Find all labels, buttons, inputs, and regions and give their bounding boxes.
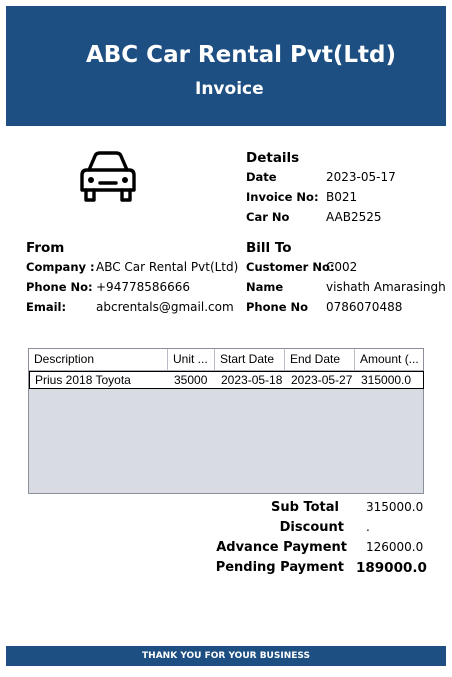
from-phone-label: Phone No:	[26, 280, 93, 294]
column-header-description[interactable]: Description	[29, 349, 168, 370]
from-phone-value: +94778586666	[96, 280, 191, 294]
from-company-value: ABC Car Rental Pvt(Ltd)	[96, 260, 239, 274]
invoice-items-table[interactable]	[28, 348, 424, 494]
cell-amount[interactable]: 315000.0	[361, 373, 412, 387]
from-email-label: Email:	[26, 300, 67, 314]
discount-value: .	[366, 520, 370, 534]
column-header-start-date[interactable]: Start Date	[215, 349, 285, 370]
pending-payment-label: Pending Payment	[215, 560, 344, 575]
invoice-no-value: B021	[326, 190, 358, 204]
pending-payment-value: 189000.0	[356, 560, 427, 576]
column-header-end-date[interactable]: End Date	[285, 349, 355, 370]
car-no-value: AAB2525	[326, 210, 382, 224]
cell-end-date[interactable]: 2023-05-27	[291, 373, 353, 387]
footer-banner: THANK YOU FOR YOUR BUSINESS	[6, 646, 446, 666]
from-email-value: abcrentals@gmail.com	[96, 300, 234, 314]
customer-phone-value: 0786070488	[326, 300, 403, 314]
column-header-unit[interactable]: Unit ...	[168, 349, 215, 370]
details-title: Details	[246, 150, 300, 166]
customer-phone-label: Phone No	[246, 300, 309, 314]
sub-total-value: 315000.0	[366, 500, 424, 514]
column-header-amount[interactable]: Amount (...	[360, 352, 419, 366]
invoice-no-label: Invoice No:	[246, 190, 319, 204]
table-header	[29, 349, 423, 371]
car-no-label: Car No	[246, 210, 290, 224]
bill-to-title: Bill To	[246, 240, 292, 256]
car-icon	[76, 150, 140, 204]
discount-label: Discount	[279, 520, 344, 535]
customer-no-value: C002	[326, 260, 358, 274]
cell-start-date[interactable]: 2023-05-18	[221, 373, 283, 387]
date-label: Date	[246, 170, 277, 184]
customer-name-value: vishath Amarasingh	[326, 280, 446, 294]
advance-payment-label: Advance Payment	[216, 540, 347, 555]
header-banner	[6, 6, 446, 126]
customer-name-label: Name	[246, 280, 284, 294]
document-title: Invoice	[195, 79, 264, 99]
cell-description[interactable]: Prius 2018 Toyota	[35, 373, 131, 387]
company-name: ABC Car Rental Pvt(Ltd)	[85, 42, 397, 68]
from-company-label: Company :	[26, 260, 95, 274]
cell-unit[interactable]: 35000	[174, 373, 208, 387]
sub-total-label: Sub Total	[271, 500, 339, 515]
customer-no-label: Customer No:	[246, 260, 335, 274]
table-row[interactable]	[29, 371, 424, 389]
date-value: 2023-05-17	[326, 170, 396, 184]
from-title: From	[26, 240, 65, 256]
advance-payment-value: 126000.0	[366, 540, 424, 554]
